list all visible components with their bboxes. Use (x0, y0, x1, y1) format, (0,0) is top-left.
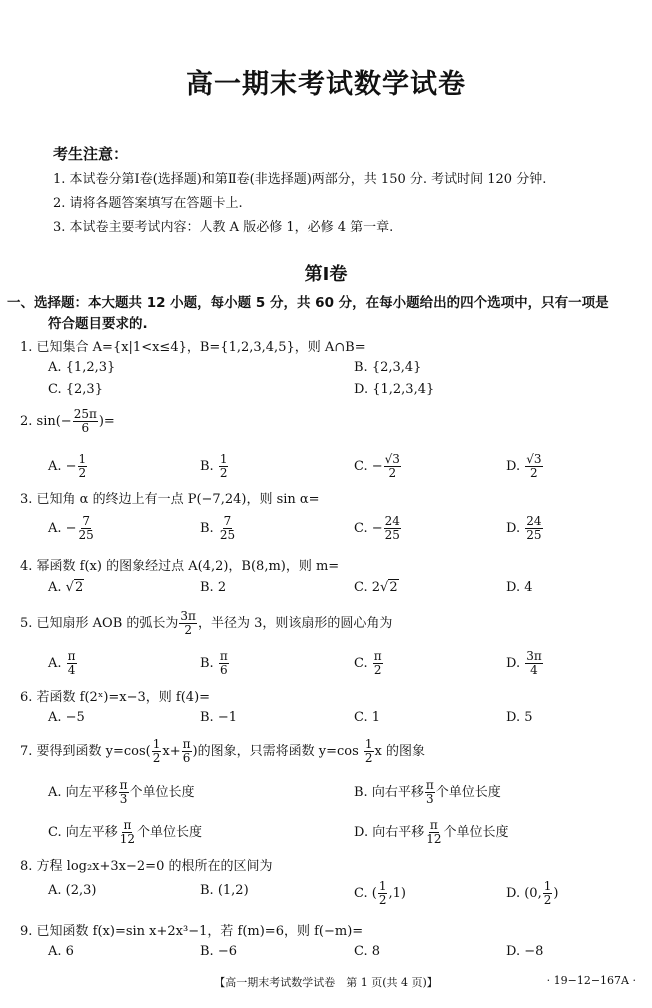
q7-option-d: D. 向右平移 $\frac{\pi}{12}$ 个单位长度 (354, 818, 509, 846)
q3-option-c: C. − $\frac{24}{25}$ (354, 514, 400, 542)
q1-stem: 1. 已知集合 A={x|1<x≤4}，B={1,2,3,4,5}，则 A∩B= (20, 340, 366, 355)
q6-option-d: D. 5 (506, 710, 533, 725)
q6-option-b: B. −1 (200, 710, 237, 725)
volume-heading: 第Ⅰ卷 (304, 264, 348, 285)
notice-item-2: 2. 请将各题答案填写在答题卡上. (53, 196, 243, 211)
q3-option-b: B. $\frac{7}{25}$ (200, 514, 236, 542)
q4-option-b: B. 2 (200, 580, 227, 595)
q5-stem: 5. 已知扇形 AOB 的弧长为 $\frac{3\pi}{2}$ ，半径为 3，则该扇形的圆心角为 (20, 609, 393, 637)
q6-option-a: A. −5 (48, 710, 85, 725)
q8-option-a: A. (2,3) (48, 883, 97, 898)
q6-option-c: C. 1 (354, 710, 381, 725)
section-instruction-line1: 一、选择题：本大题共 12 小题，每小题 5 分，共 60 分，在每小题给出的四个选项中，只有一项是 (7, 295, 609, 311)
q8-option-c: C. ( $\frac{1}{2}$ ,1) (354, 879, 406, 907)
q5-option-c: C. $\frac{\pi}{2}$ (354, 649, 382, 677)
q2-option-d: D. $\frac{√3}{2}$ (506, 452, 542, 480)
section-instruction-line2: 符合题目要求的. (48, 316, 148, 332)
q2-numerator: 25π (73, 407, 97, 421)
q2-stem-pre: 2. sin(− (20, 414, 72, 429)
q1-option-d: D. {1,2,3,4} (354, 382, 435, 397)
q7-option-a: A. 向左平移 $\frac{\pi}{3}$ 个单位长度 (48, 778, 195, 806)
q9-stem: 9. 已知函数 f(x)=sin x+2x³−1，若 f(m)=6，则 f(−m)= (20, 924, 364, 939)
q8-stem: 8. 方程 log₂x+3x−2=0 的根所在的区间为 (20, 859, 273, 874)
q1-option-b: B. {2,3,4} (354, 360, 422, 375)
q3-option-a: A. − $\frac{7}{25}$ (48, 514, 94, 542)
q4-stem: 4. 幂函数 f(x) 的图象经过点 A(4,2)，B(8,m)，则 m= (20, 559, 340, 574)
q8-option-d: D. (0, $\frac{1}{2}$ ) (506, 879, 559, 907)
q5-option-d: D. $\frac{3\pi}{4}$ (506, 649, 542, 677)
q9-option-a: A. 6 (48, 944, 74, 959)
notice-item-1: 1. 本试卷分第Ⅰ卷(选择题)和第Ⅱ卷(非选择题)两部分，共 150 分. 考试时间 120 分钟. (53, 172, 547, 187)
q3-option-d: D. $\frac{24}{25}$ (506, 514, 542, 542)
q2-option-c: C. − $\frac{√3}{2}$ (354, 452, 400, 480)
q5-option-b: B. $\frac{\pi}{6}$ (200, 649, 228, 677)
q1-option-a: A. {1,2,3} (48, 360, 116, 375)
page-title: 高一期末考试数学试卷 (186, 69, 466, 100)
q7-option-b: B. 向右平移 $\frac{\pi}{3}$ 个单位长度 (354, 778, 501, 806)
q4-option-a: A. √2 (48, 580, 84, 595)
page-footer: 【高一期末考试数学试卷 第 1 页(共 4 页)】 (214, 976, 438, 989)
notice-item-3: 3. 本试卷主要考试内容：人教 A 版必修 1，必修 4 第一章. (53, 220, 394, 235)
q2-denominator: 6 (81, 421, 90, 435)
q8-option-b: B. (1,2) (200, 883, 249, 898)
notice-heading: 考生注意： (53, 145, 129, 163)
q3-stem: 3. 已知角 α 的终边上有一点 P(−7,24)，则 sin α= (20, 492, 320, 507)
q2-fraction (73, 408, 98, 435)
q1-option-c: C. {2,3} (48, 382, 103, 397)
q2-option-b: B. $\frac{1}{2}$ (200, 452, 228, 480)
q7-option-c: C. 向左平移 $\frac{\pi}{12}$ 个单位长度 (48, 818, 203, 846)
q2-option-a: A. − $\frac{1}{2}$ (48, 452, 87, 480)
q6-stem: 6. 若函数 f(2ˣ)=x−3，则 f(4)= (20, 690, 211, 705)
q4-option-c: C. 2√2 (354, 580, 398, 595)
q9-option-b: B. −6 (200, 944, 237, 959)
paper-code: · 19−12−167A · (546, 974, 636, 987)
q4-option-d: D. 4 (506, 580, 533, 595)
q9-option-c: C. 8 (354, 944, 381, 959)
q2-stem (20, 408, 115, 435)
q2-stem-post: )= (98, 414, 115, 429)
q9-option-d: D. −8 (506, 944, 544, 959)
q7-stem: 7. 要得到函数 y=cos( $\frac{1}{2}$ x+ $\frac{\pi}{6}$ )的图象，只需将函数 y=cos $\frac{1}{2}$ x 的图象 (20, 737, 425, 765)
q5-option-a: A. $\frac{\pi}{4}$ (48, 649, 76, 677)
